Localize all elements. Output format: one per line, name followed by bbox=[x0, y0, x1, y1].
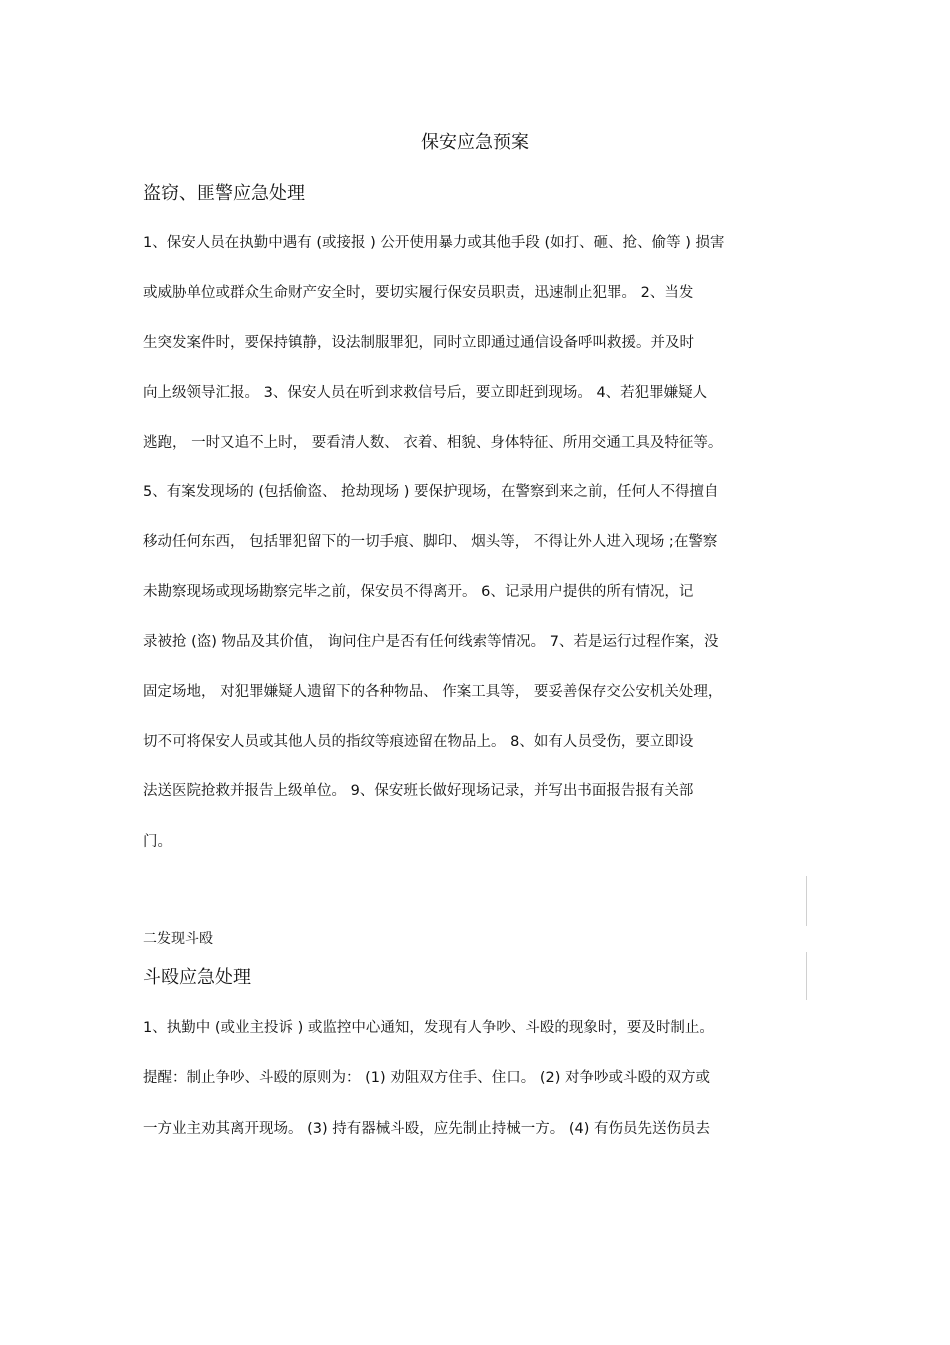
paragraph-line: 门。 bbox=[143, 834, 172, 850]
section-heading-fight: 斗殴应急处理 bbox=[143, 967, 251, 988]
paragraph-line: 向上级领导汇报。 3、保安人员在听到求救信号后，要立即赶到现场。 4、若犯罪嫌疑人 bbox=[143, 385, 708, 401]
paragraph-line: 法送医院抢救并报告上级单位。 9、保安班长做好现场记录，并写出书面报告报有关部 bbox=[143, 783, 694, 799]
section-heading-theft: 盗窃、匪警应急处理 bbox=[143, 183, 305, 204]
paragraph-line: 或威胁单位或群众生命财产安全时，要切实履行保安员职责，迅速制止犯罪。 2、当发 bbox=[143, 285, 694, 301]
paragraph-line: 一方业主劝其离开现场。 (3) 持有器械斗殴，应先制止持械一方。 (4) 有伤员先送伤员去 bbox=[143, 1121, 711, 1137]
paragraph-line: 1、执勤中 (或业主投诉 ) 或监控中心通知，发现有人争吵、斗殴的现象时，要及时制止。 bbox=[143, 1020, 714, 1036]
margin-rule bbox=[806, 952, 807, 1000]
paragraph-line: 录被抢 (盗) 物品及其价值， 询问住户是否有任何线索等情况。 7、若是运行过程作案，没 bbox=[143, 634, 719, 650]
paragraph-line: 1、保安人员在执勤中遇有 (或接报 ) 公开使用暴力或其他手段 (如打、砸、抢、偷等 ) 损害 bbox=[143, 235, 725, 251]
document-title: 保安应急预案 bbox=[421, 132, 529, 153]
margin-rule bbox=[806, 876, 807, 926]
paragraph-line: 5、有案发现场的 (包括偷盗、 抢劫现场 ) 要保护现场，在警察到来之前，任何人不得擅自 bbox=[143, 484, 719, 500]
paragraph-line: 移动任何东西， 包括罪犯留下的一切手痕、脚印、 烟头等， 不得让外人进入现场 ;在警察 bbox=[143, 534, 718, 550]
paragraph-line: 切不可将保安人员或其他人员的指纹等痕迹留在物品上。 8、如有人员受伤，要立即设 bbox=[143, 734, 694, 750]
paragraph-line: 生突发案件时，要保持镇静，设法制服罪犯，同时立即通过通信设备呼叫救援。并及时 bbox=[143, 335, 694, 351]
paragraph-line: 提醒：制止争吵、斗殴的原则为： (1) 劝阻双方住手、住口。 (2) 对争吵或斗殴的双方或 bbox=[143, 1070, 711, 1086]
paragraph-line: 逃跑， 一时又追不上时， 要看清人数、 衣着、相貌、身体特征、所用交通工具及特征等。 bbox=[143, 435, 723, 451]
section-subheading-fight: 二发现斗殴 bbox=[143, 931, 213, 947]
paragraph-line: 未勘察现场或现场勘察完毕之前，保安员不得离开。 6、记录用户提供的所有情况，记 bbox=[143, 584, 694, 600]
paragraph-line: 固定场地， 对犯罪嫌疑人遗留下的各种物品、 作案工具等， 要妥善保存交公安机关处理， bbox=[143, 684, 723, 700]
